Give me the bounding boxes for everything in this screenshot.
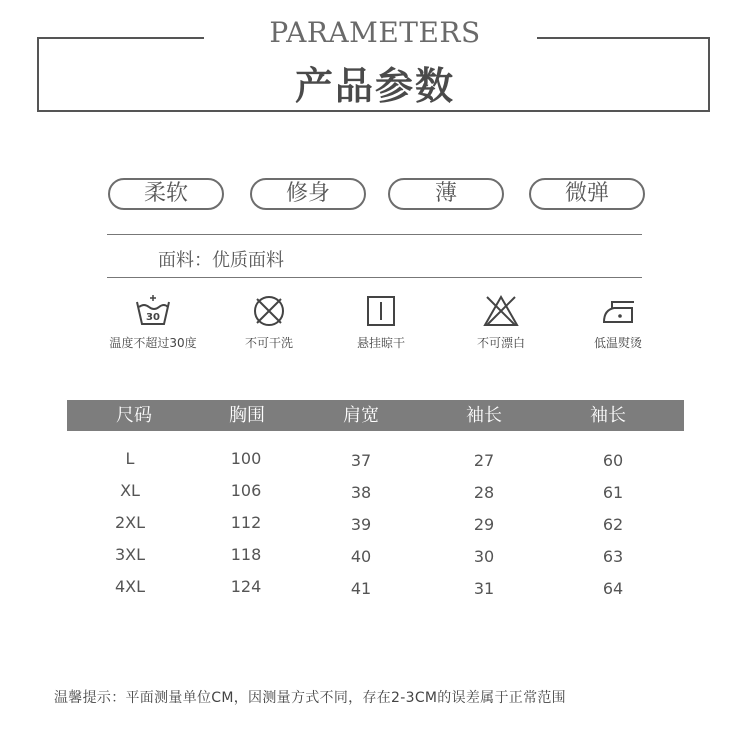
table-cell: 37 <box>350 451 372 470</box>
wash-30-icon <box>133 294 173 328</box>
table-cell: 106 <box>230 481 262 500</box>
divider-bottom <box>107 277 642 278</box>
feature-pill-stretch: 微弹 <box>529 178 645 210</box>
table-cell: L <box>125 449 135 468</box>
table-cell: 39 <box>350 515 372 534</box>
table-cell: 3XL <box>114 545 146 564</box>
fabric-info: 面料：优质面料 <box>158 250 284 271</box>
table-cell: 2XL <box>114 513 146 532</box>
table-cell: 118 <box>230 545 262 564</box>
table-cell: 38 <box>350 483 372 502</box>
table-cell: 63 <box>602 547 624 566</box>
table-cell: 62 <box>602 515 624 534</box>
low-iron-icon <box>598 294 638 328</box>
size-table-header <box>67 400 684 431</box>
table-cell: 30 <box>473 547 495 566</box>
care-item-iron <box>563 294 673 351</box>
table-cell: 41 <box>350 579 372 598</box>
care-item-dryclean <box>214 294 324 351</box>
care-label-wash: 温度不超过30度 <box>109 336 197 350</box>
header-shoulder: 肩宽 <box>343 405 379 426</box>
table-cell: 61 <box>602 483 624 502</box>
svg-text:30: 30 <box>146 312 160 323</box>
table-cell: 112 <box>230 513 262 532</box>
title-english: PARAMETERS <box>269 16 481 49</box>
no-bleach-icon <box>481 294 521 328</box>
header-sleeve-2: 袖长 <box>590 405 626 426</box>
care-label-iron: 低温熨烫 <box>593 336 642 350</box>
hang-dry-icon <box>361 294 401 328</box>
table-cell: 64 <box>602 579 624 598</box>
divider-top <box>107 234 642 235</box>
table-cell: XL <box>120 481 140 500</box>
table-cell: 100 <box>230 449 262 468</box>
care-item-hang <box>326 294 436 351</box>
care-item-wash <box>98 294 208 351</box>
care-label-bleach: 不可漂白 <box>476 336 525 350</box>
feature-pill-slim: 修身 <box>250 178 366 210</box>
care-item-bleach <box>446 294 556 351</box>
header-size: 尺码 <box>116 405 152 426</box>
table-cell: 40 <box>350 547 372 566</box>
feature-pill-thin: 薄 <box>388 178 504 210</box>
header-sleeve: 袖长 <box>466 405 502 426</box>
table-cell: 4XL <box>114 577 146 596</box>
header-chest: 胸围 <box>229 405 265 426</box>
table-cell: 27 <box>473 451 495 470</box>
table-cell: 60 <box>602 451 624 470</box>
table-cell: 28 <box>473 483 495 502</box>
care-label-dryclean: 不可干洗 <box>244 336 293 350</box>
care-label-hang: 悬挂晾干 <box>356 336 405 350</box>
frame-bottom-line <box>37 110 710 112</box>
table-cell: 29 <box>473 515 495 534</box>
title-chinese: 产品参数 <box>294 64 455 108</box>
feature-pill-soft: 柔软 <box>108 178 224 210</box>
table-cell: 124 <box>230 577 262 596</box>
table-cell: 31 <box>473 579 495 598</box>
no-tumble-dry-icon <box>249 294 289 328</box>
measurement-note: 温馨提示：平面测量单位CM，因测量方式不同，存在2-3CM的误差属于正常范围 <box>54 690 566 706</box>
